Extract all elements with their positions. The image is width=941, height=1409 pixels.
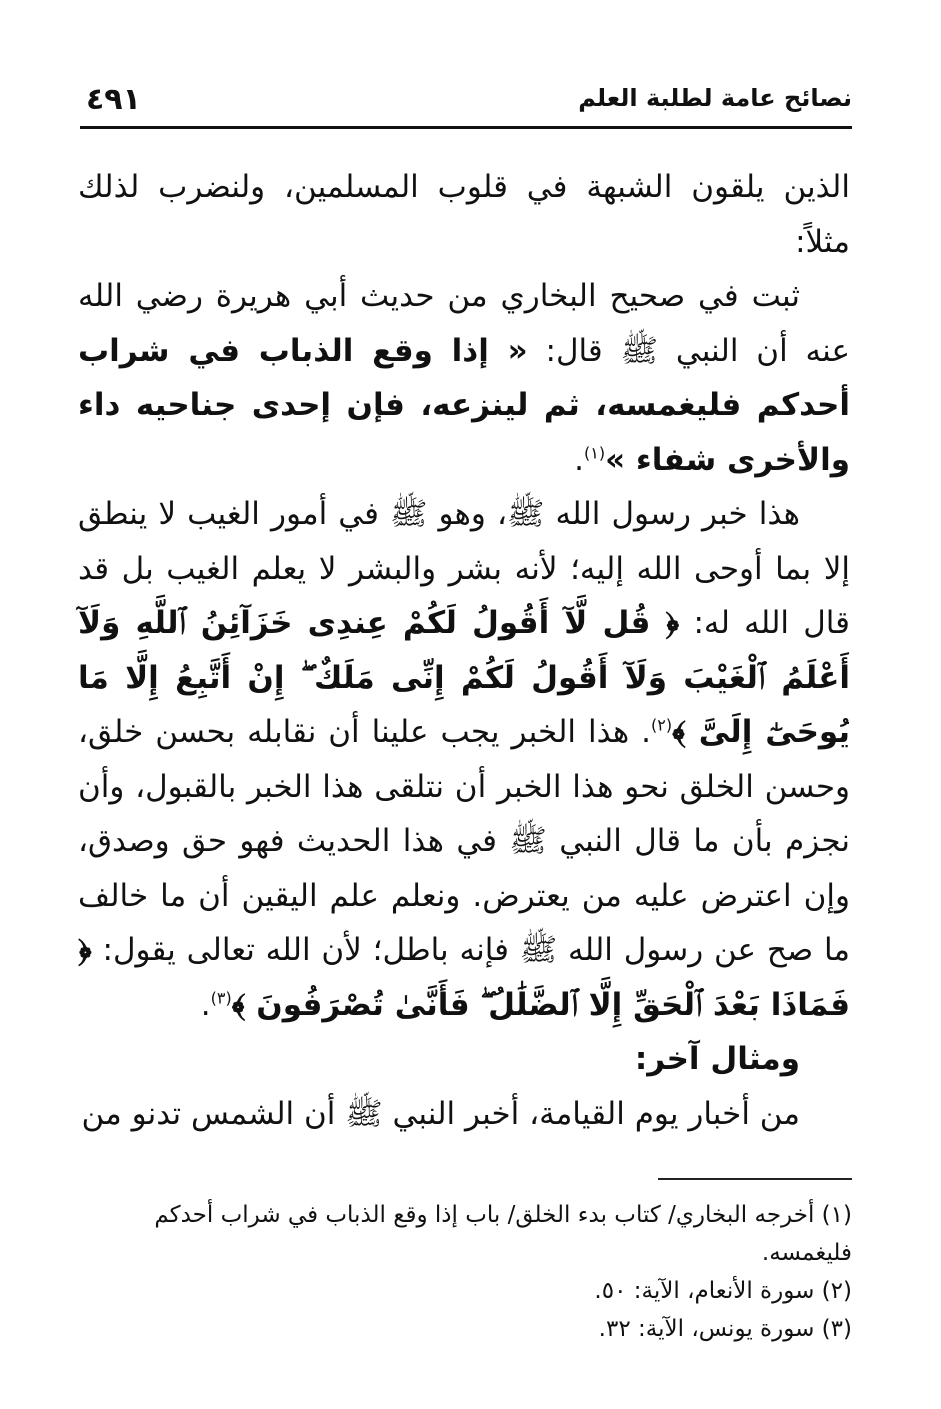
paragraph-3-end: . bbox=[200, 986, 211, 1023]
section-label: ومثال آخر: bbox=[634, 1041, 800, 1077]
quran-verse-1: ﴿ قُل لَّآ أَقُولُ لَكُمْ عِندِى خَزَآئِنُ ٱللَّهِ وَلَآ أَعْلَمُ ٱلْغَيْبَ وَلَآ أَقُولُ لَكُمْ إِنِّى مَلَكٌ ۖ إِنْ أَتَّبِعُ إِلَّا مَا يُوحَىٰٓ إِلَىَّ ﴾ bbox=[78, 605, 850, 750]
footnote-rule bbox=[658, 1178, 852, 1180]
quran-verse-2: ﴿ فَمَاذَا بَعْدَ ٱلْحَقِّ إِلَّا ٱلضَّلَٰلُ ۖ فَأَنَّىٰ تُصْرَفُونَ ﴾ bbox=[78, 932, 850, 1023]
footnote-1: (١) أخرجه البخاري/ كتاب بدء الخلق/ باب إذا وقع الذباب في شراب أحدكم فليغمسه. bbox=[154, 1202, 852, 1266]
paragraph-3-intro: هذا خبر رسول الله ﷺ، وهو ﷺ في أمور الغيب لا ينطق إلا بما أوحى الله إليه؛ لأنه بشر والبشر لا يعلم الغيب بل قد قال الله له: bbox=[78, 496, 850, 641]
footnotes bbox=[80, 1196, 852, 1348]
paragraph-2 bbox=[78, 269, 850, 487]
paragraph-5-text: من أخبار يوم القيامة، أخبر النبي ﷺ أن الشمس تدنو من bbox=[81, 1095, 800, 1132]
header-title: نصائح عامة لطلبة العلم bbox=[578, 84, 852, 112]
paragraph-1-text: الذين يلقون الشبهة في قلوب المسلمين، ولنضرب لذلك مثلاً: bbox=[78, 169, 850, 260]
main-text bbox=[78, 160, 850, 1141]
paragraph-1 bbox=[78, 160, 850, 269]
page-number: ٤٩١ bbox=[86, 82, 141, 117]
footnote-3: (٣) سورة يونس، الآية: ٣٢. bbox=[598, 1316, 852, 1342]
paragraph-2-end: . bbox=[574, 441, 584, 478]
header-rule bbox=[80, 126, 852, 129]
footnote-ref-3: (٣) bbox=[210, 988, 232, 1008]
paragraph-3 bbox=[78, 487, 850, 1032]
paragraph-2-intro: ثبت في صحيح البخاري من حديث أبي هريرة رضي الله عنه أن النبي ﷺ قال: bbox=[78, 278, 850, 369]
paragraph-3-body: . هذا الخبر يجب علينا أن نقابله بحسن خلق، وحسن الخلق نحو هذا الخبر أن نتلقى هذا الخبر بالقبول، وأن نجزم بأن ما قال النبي ﷺ في هذا الحديث فهو حق وصدق، وإن اعترض عليه من يعترض. ونعلم علم اليقين أن ما خالف ما صح عن رسول الله ﷺ فإنه باطل؛ لأن الله تعالى يقول: bbox=[78, 714, 850, 968]
footnote-ref-2: (٢) bbox=[650, 715, 673, 735]
running-header bbox=[80, 82, 852, 126]
footnote-ref-1: (١) bbox=[583, 443, 606, 463]
hadith-quote: « إذا وقع الذباب في شراب أحدكم فليغمسه، ثم لينزعه، فإن إحدى جناحيه داء والأخرى شفاء » bbox=[78, 332, 850, 478]
footnote-2: (٢) سورة الأنعام، الآية: ٥٠. bbox=[594, 1278, 852, 1304]
paragraph-5 bbox=[78, 1087, 850, 1142]
